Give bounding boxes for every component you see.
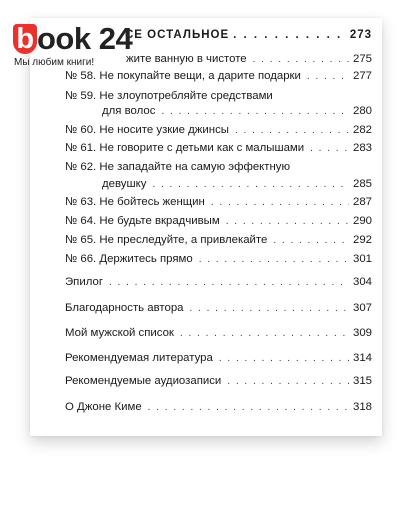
toc-entry	[65, 215, 372, 231]
toc-entry-page: 309	[352, 327, 372, 339]
toc-entry-page: 304	[352, 276, 372, 288]
toc-entry-page: 301	[352, 253, 372, 265]
toc-entry	[65, 253, 372, 269]
toc-entry	[65, 302, 372, 318]
leader-dots	[233, 29, 346, 41]
toc-entry	[65, 401, 372, 417]
toc-entry-title: О Джоне Киме	[65, 401, 142, 413]
toc-entry-page: 282	[352, 124, 372, 136]
logo-wordmark	[13, 22, 132, 56]
leader-dots	[273, 235, 349, 246]
logo-wordmark-text: ook 24	[37, 21, 133, 56]
toc-entry-page: 285	[352, 178, 372, 190]
toc-entry-title: Благодарность автора	[65, 302, 184, 314]
toc-entry	[65, 124, 372, 140]
leader-dots	[161, 106, 349, 117]
logo-slogan: Мы любим книги!	[14, 57, 95, 68]
logo-b-mark: b	[13, 24, 37, 54]
toc-entry-title-line: № 59. Не злоупотребляйте средствами	[65, 90, 273, 102]
book-page	[30, 18, 382, 436]
toc-entry	[65, 375, 372, 391]
leader-dots	[235, 125, 349, 136]
toc-entry-title-line: № 62. Не западайте на самую эффектную	[65, 161, 291, 173]
toc-entry-title: Эпилог	[65, 276, 103, 288]
toc-entry-page: 275	[352, 53, 372, 65]
toc-entry-page: 290	[352, 215, 372, 227]
toc-entry-title: для волос	[102, 105, 156, 117]
toc-entry-page: 315	[352, 375, 372, 387]
toc-entry	[65, 142, 372, 158]
toc-entry	[65, 196, 372, 212]
toc-entry-title: № 66. Держитесь прямо	[65, 253, 193, 265]
toc-entry	[102, 105, 372, 121]
leader-dots	[307, 71, 349, 82]
toc-entry-page: 280	[352, 105, 372, 117]
toc-entry-title: № 60. Не носите узкие джинсы	[65, 124, 229, 136]
toc-entry	[65, 327, 372, 343]
section-page-number: 273	[349, 29, 372, 41]
toc-entry-page: 292	[352, 234, 372, 246]
toc-entry	[65, 70, 372, 86]
leader-dots	[253, 54, 349, 65]
book24-logo[interactable]	[13, 22, 143, 72]
leader-dots	[109, 277, 349, 288]
leader-dots	[152, 179, 349, 190]
toc-entry-title: № 65. Не преследуйте, а привлекайте	[65, 234, 268, 246]
leader-dots	[148, 402, 349, 413]
toc-entry-page: 283	[352, 142, 372, 154]
leader-dots	[190, 303, 349, 314]
toc-entry-title: девушку	[102, 178, 147, 190]
toc-entry	[65, 352, 372, 368]
toc-entry-title: Рекомендуемые аудиозаписи	[65, 375, 222, 387]
toc-entry-page: 307	[352, 302, 372, 314]
toc-entry-page: 318	[352, 401, 372, 413]
toc-entry	[65, 276, 372, 292]
toc-entry-title: Рекомендуемая литература	[65, 352, 213, 364]
leader-dots	[226, 216, 349, 227]
leader-dots	[180, 328, 349, 339]
toc-entry-title: № 64. Не будьте вкрадчивым	[65, 215, 220, 227]
toc-entry-title: № 61. Не говорите с детьми как с малышами	[65, 142, 305, 154]
toc-entry	[126, 53, 372, 69]
toc-entry-page: 277	[352, 70, 372, 82]
toc-entry-page: 287	[352, 196, 372, 208]
toc-entry-page: 314	[352, 352, 372, 364]
leader-dots	[310, 143, 349, 154]
toc-entry-title: № 63. Не бойтесь женщин	[65, 196, 205, 208]
toc-entry	[102, 178, 372, 194]
toc-entry-title: жите ванную в чистоте	[126, 53, 247, 65]
section-title: СЕ ОСТАЛЬНОЕ	[125, 29, 230, 41]
toc-entry-title: Мой мужской список	[65, 327, 174, 339]
leader-dots	[211, 197, 349, 208]
toc-entry	[65, 234, 372, 250]
leader-dots	[219, 353, 349, 364]
leader-dots	[227, 376, 349, 387]
section-header	[125, 29, 372, 45]
toc-entry-title: № 58. Не покупайте вещи, а дарите подарки	[65, 70, 301, 82]
leader-dots	[199, 254, 349, 265]
